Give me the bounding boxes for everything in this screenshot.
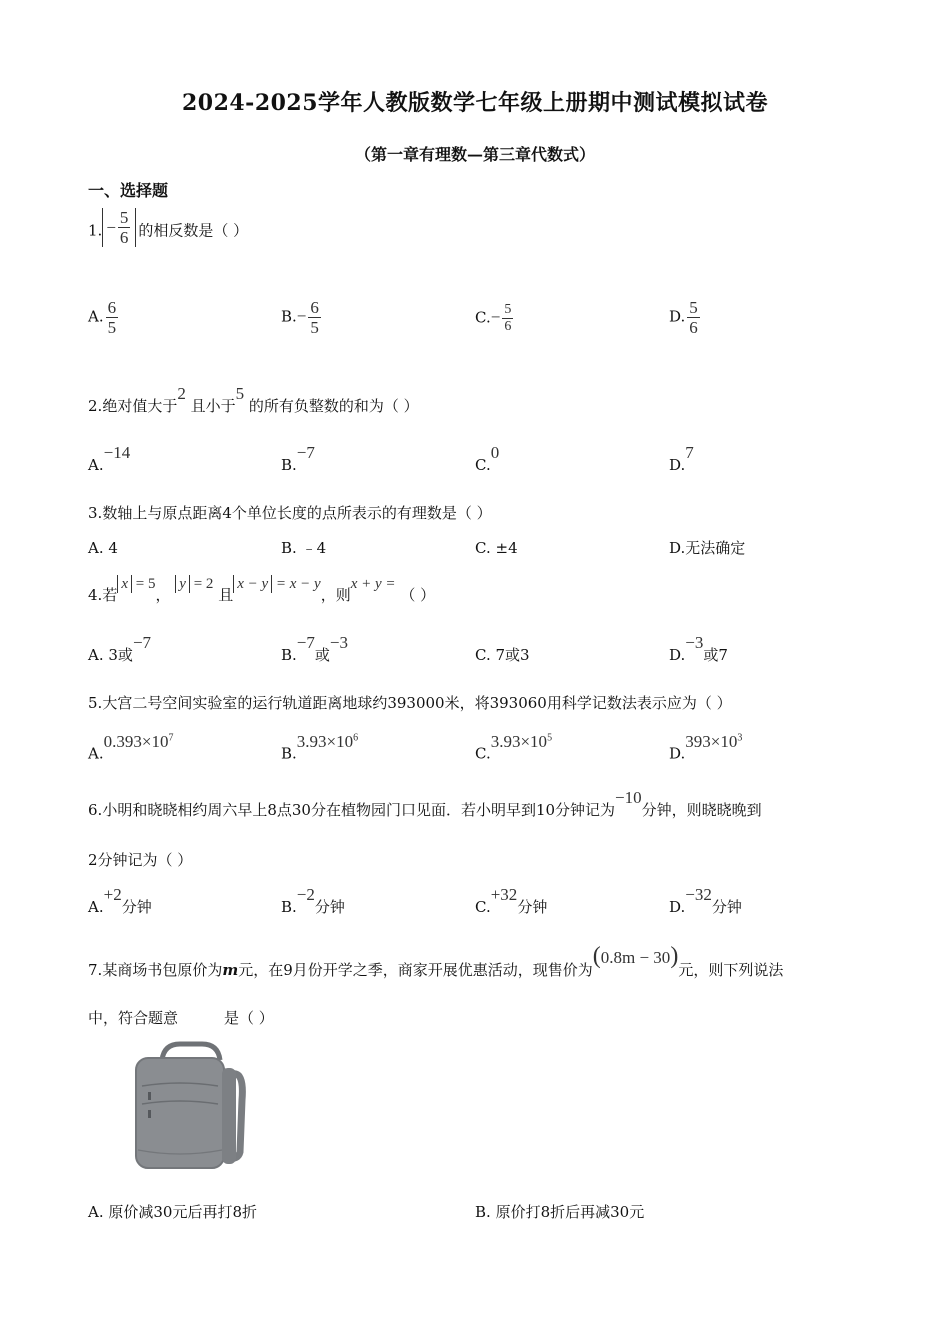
option-a[interactable]: A.+2分钟 xyxy=(88,885,152,916)
option-d[interactable]: D.−3或7 xyxy=(669,633,728,664)
question-4: 4.若x = 5， y = 2 且x − y = x − y，则x + y = （ ） xyxy=(88,576,436,604)
option-c[interactable]: C.0 xyxy=(475,443,500,474)
option-c[interactable]: C. ±4 xyxy=(475,539,518,557)
option-a[interactable]: $A.0.393\times 10^7$ xyxy=(88,731,174,763)
option-d[interactable]: D.7 xyxy=(669,443,694,474)
abs-fraction: − $\frac{5}{6}$ xyxy=(102,208,136,247)
question-5: 5.大宫二号空间实验室的运行轨道距离地球约393000米，将393060用科学记数法表示应为（ ） xyxy=(88,694,732,712)
option-c[interactable]: C.− $\frac{5}{6}$ xyxy=(475,302,512,334)
option-c[interactable]: $C.3.93\times 10^5$ xyxy=(475,731,553,763)
question-7-line-2: 中，符合题意 是（ ） xyxy=(88,1009,274,1027)
option-b[interactable]: B.−7或−3 xyxy=(281,633,348,664)
option-d[interactable]: $D.393\times 10^3$ xyxy=(669,731,743,763)
question-text: 的相反数是（ ） xyxy=(138,221,249,240)
option-a[interactable]: A. $\frac{6}{5}$ xyxy=(88,298,117,337)
option-d[interactable]: D.无法确定 xyxy=(669,539,746,557)
option-d[interactable]: D.−32分钟 xyxy=(669,885,742,916)
page-title: 2024-2025学年人教版数学七年级上册期中测试模拟试卷 xyxy=(181,90,769,116)
option-b[interactable]: $B.3.93\times 10^6$ xyxy=(281,731,359,763)
option-b[interactable]: B.−7 xyxy=(281,443,315,474)
question-6: 6.小明和晓晓相约周六早上8点30分在植物园门口见面．若小明早到10分钟记为−10分钟，则晓晓晚到 xyxy=(88,788,762,819)
option-c[interactable]: C.+32分钟 xyxy=(475,885,548,916)
question-number: 1. xyxy=(88,221,103,240)
option-c[interactable]: C. 7或3 xyxy=(475,646,530,664)
question-7: 7.某商场书包原价为m元，在9月份开学之季，商家开展优惠活动，现售价为(0.8m − 30)元，则下列说法 xyxy=(88,943,784,979)
option-a[interactable]: A. 3或−7 xyxy=(88,633,152,664)
option-d[interactable]: D. $\frac{5}{6}$ xyxy=(669,298,698,337)
question-2: 2.绝对值大于2 且小于5 的所有负整数的和为（ ） xyxy=(88,384,419,415)
option-a[interactable]: A. 4 xyxy=(88,539,118,557)
question-1 xyxy=(88,208,249,251)
question-6-line-2: 2分钟记为（ ） xyxy=(88,851,193,869)
option-a[interactable]: A. 原价减30元后再打8折 xyxy=(88,1203,258,1221)
question-3: 3.数轴上与原点距离4个单位长度的点所表示的有理数是（ ） xyxy=(88,504,492,522)
option-a[interactable]: A.−14 xyxy=(88,443,131,474)
option-b[interactable]: B. ﹣4 xyxy=(281,539,327,557)
option-b[interactable]: B. 原价打8折后再减30元 xyxy=(475,1203,645,1221)
option-b[interactable]: B.− $\frac{6}{5}$ xyxy=(281,298,319,337)
section-heading: 一、选择题 xyxy=(88,181,169,200)
page-subtitle: （第一章有理数—第三章代数式） xyxy=(354,145,595,164)
option-b[interactable]: B.−2分钟 xyxy=(281,885,345,916)
backpack-image xyxy=(128,1040,256,1170)
